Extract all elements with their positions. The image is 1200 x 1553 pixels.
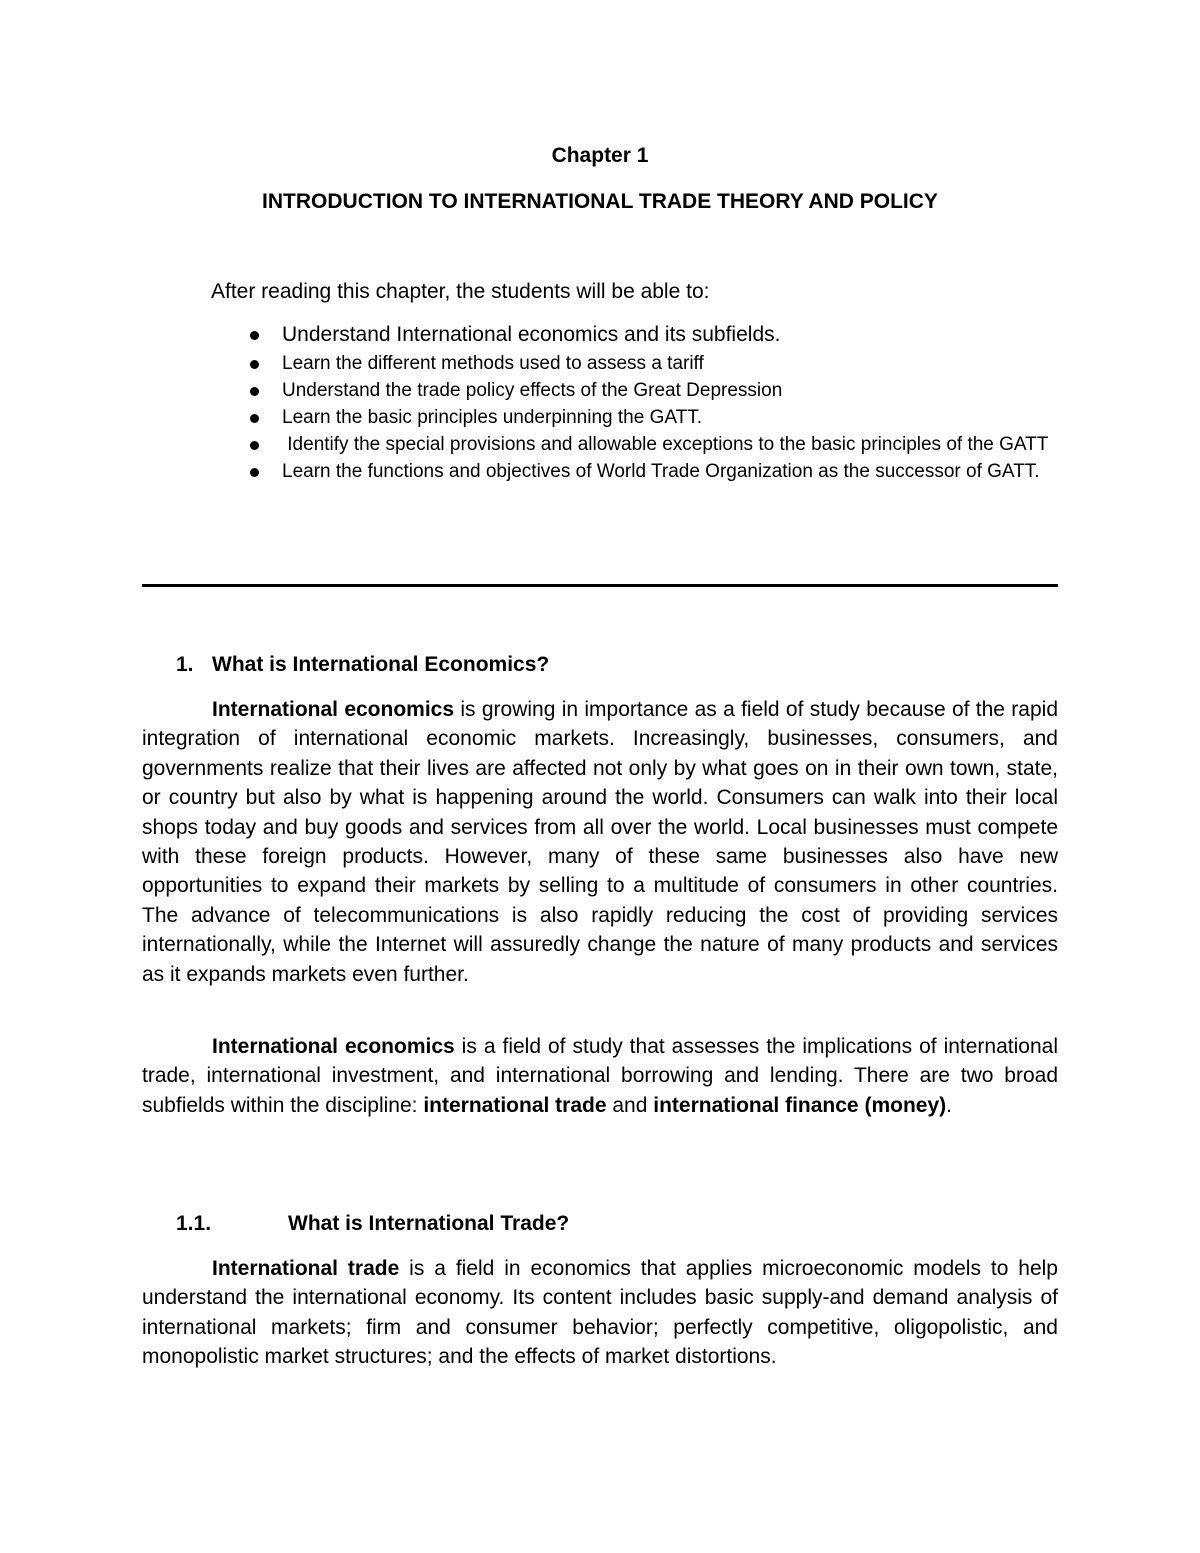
paragraph-text: . xyxy=(946,1093,952,1117)
paragraph-text: and xyxy=(606,1093,654,1117)
bold-term: International economics xyxy=(212,1035,455,1058)
objectives-intro: After reading this chapter, the students will be able to: xyxy=(211,280,710,303)
paragraph xyxy=(142,1032,1058,1120)
bullet-icon xyxy=(250,441,259,450)
objective-text: Learn the functions and objectives of World Trade Organization as the successor of GATT. xyxy=(282,461,1040,482)
paragraph-text: is a field in economics that applies microeconomic models to help understand the international economy. Its content includes basic supply-and demand analysis of international markets; firm and consumer behavior; perfectly competitive, oligopolistic, and monopolistic market structures; and the effects of market distortions. xyxy=(142,1257,1058,1369)
bullet-icon xyxy=(250,414,259,423)
paragraph xyxy=(142,695,1058,989)
chapter-title: INTRODUCTION TO INTERNATIONAL TRADE THEORY AND POLICY xyxy=(262,190,938,213)
objective-item xyxy=(244,377,1064,404)
objective-item xyxy=(244,431,1064,458)
objectives-list xyxy=(244,320,1064,485)
bullet-icon xyxy=(250,468,259,477)
bullet-icon xyxy=(250,360,259,369)
paragraph-text: is a field of study that assesses the implications of international trade, international investment, and international borrowing and lending. There are two broad subfields within the discipline: xyxy=(142,1035,1058,1117)
objective-item xyxy=(244,320,1064,350)
subsection-number: 1.1. xyxy=(176,1212,212,1235)
objective-text: Understand International economics and its subfields. xyxy=(282,323,781,346)
bullet-icon xyxy=(250,387,259,396)
objective-text: Understand the trade policy effects of the Great Depression xyxy=(282,380,783,401)
section-number: 1. xyxy=(176,653,194,676)
bold-term: international finance (money) xyxy=(653,1093,947,1117)
objective-item xyxy=(244,458,1064,485)
section-divider xyxy=(142,584,1058,587)
bold-term: international trade xyxy=(423,1093,607,1117)
bold-term: International economics xyxy=(212,698,455,721)
objective-text: Identify the special provisions and allowable exceptions to the basic principles of the GATT xyxy=(282,434,1049,455)
paragraph xyxy=(142,1254,1058,1372)
objective-item xyxy=(244,350,1064,377)
subsection-heading xyxy=(176,1210,569,1238)
objective-item xyxy=(244,404,1064,431)
chapter-label: Chapter 1 xyxy=(551,144,649,167)
objective-text: Learn the different methods used to assess a tariff xyxy=(282,353,704,374)
subsection-title: What is International Trade? xyxy=(288,1212,570,1235)
bold-term: International trade xyxy=(212,1257,400,1280)
objective-text: Learn the basic principles underpinning the GATT. xyxy=(282,407,703,428)
section-heading xyxy=(176,651,549,679)
bullet-icon xyxy=(250,331,259,340)
paragraph-text: is growing in importance as a field of study because of the rapid integration of international economic markets. Increasingly, businesses, consumers, and governments realize that their lives are affected not only by what goes on in their own town, state, or country but also by what is happening around the world. Consumers can walk into their local shops today and buy goods and services from all over the world. Local businesses must compete with these foreign products. However, many of these same businesses also have new opportunities to expand their markets by selling to a multitude of consumers in other countries. The advance of telecommunications is also rapidly reducing the cost of providing services internationally, while the Internet will assuredly change the nature of many products and services as it expands markets even further. xyxy=(142,698,1058,986)
section-title: What is International Economics? xyxy=(212,653,550,676)
